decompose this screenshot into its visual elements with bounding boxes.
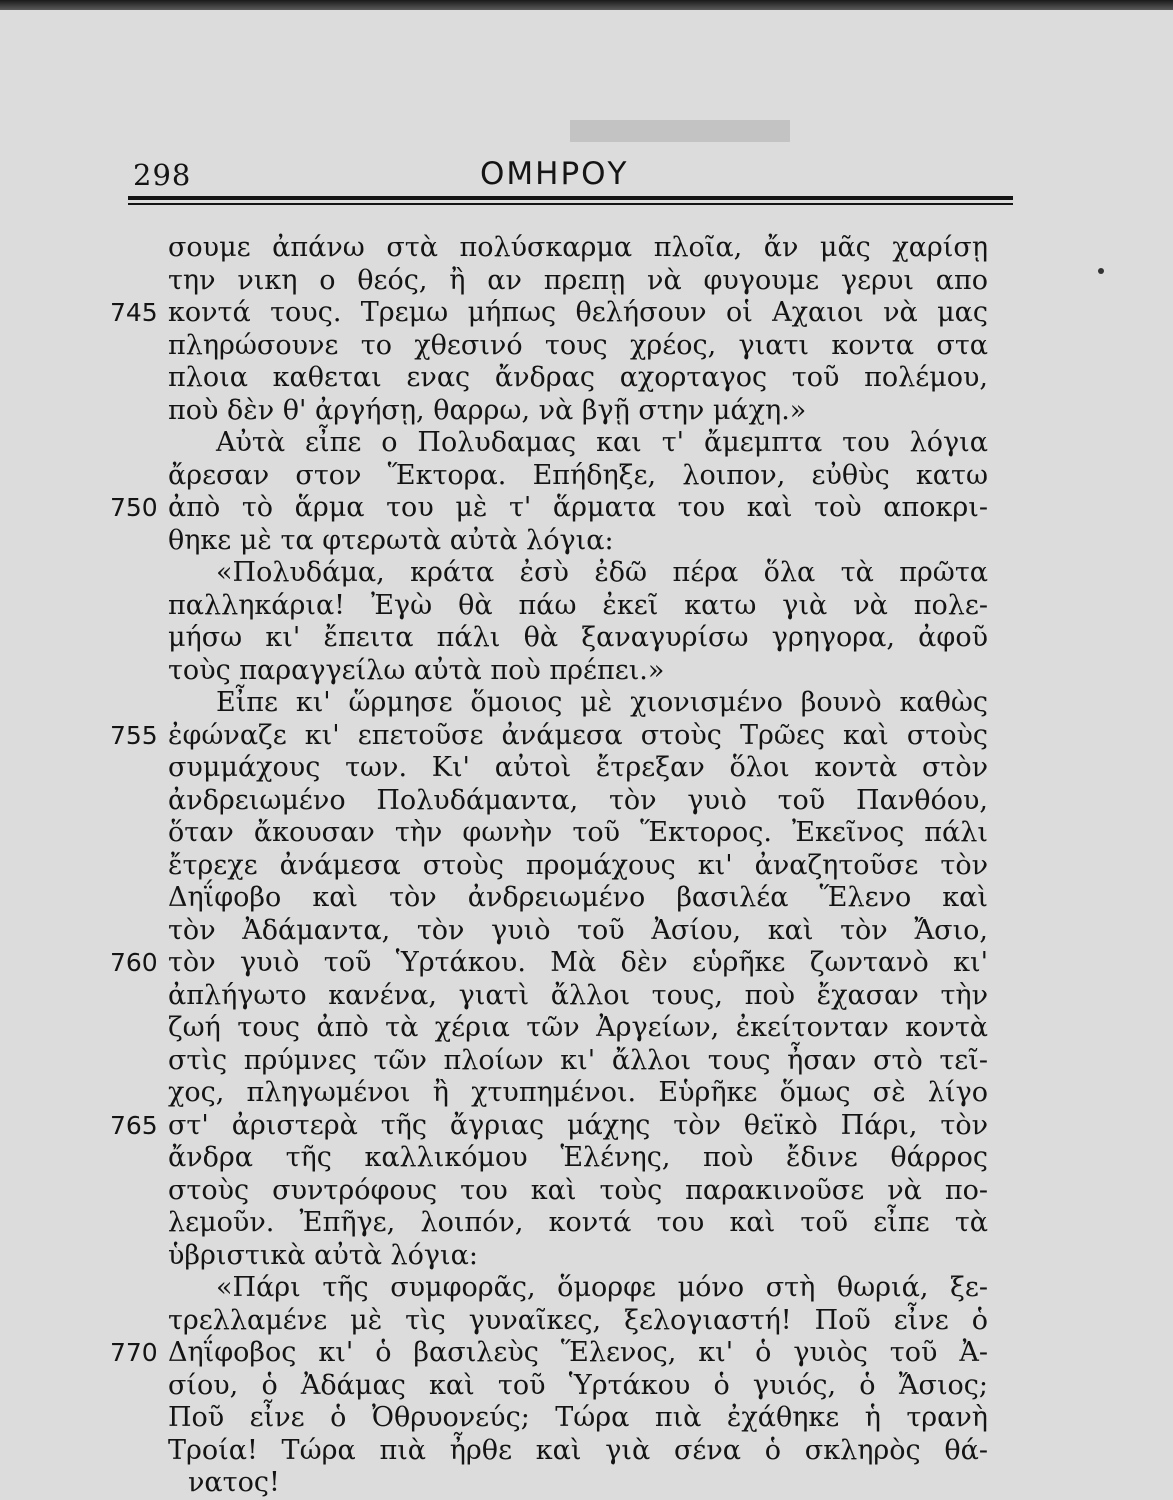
text-line (110, 492, 988, 525)
line-text: ποὺ δὲν θ' ἀργήσῃ, θαρρω, νὰ βγῇ στην μάχη.» (168, 394, 807, 426)
line-text: στὶς πρύμνες τῶν πλοίων κι' ἄλλοι τους ἦσαν στὸ τεῖ- (168, 1044, 988, 1076)
line-text: ζωή τους ἀπὸ τὰ χέρια τῶν Ἀργείων, ἐκείτονταν κοντὰ (168, 1012, 988, 1043)
text-line (168, 1175, 988, 1208)
line-text: ὑβριστικὰ αὐτὰ λόγια: (168, 1239, 478, 1271)
line-text: πληρώσουνε το χθεσινό τους χρέος, γιατι κοντα στα (168, 329, 988, 361)
text-line (168, 1012, 988, 1045)
verse-line-number: 745 (110, 298, 158, 327)
text-line (168, 557, 988, 590)
verse-line-number: 755 (110, 720, 158, 750)
line-text: ἀπλήγωτο κανένα, γιατὶ ἄλλοι τους, ποὺ ἔχασαν τὴν (168, 979, 988, 1011)
text-line (168, 817, 988, 850)
line-text: Δηΐφοβος κι' ὁ βασιλεὺς Ἕλενος, κι' ὁ γυιὸς τοῦ Ἀ- (168, 1337, 988, 1368)
line-text: μήσω κι' ἔπειτα πάλι θὰ ξαναγυρίσω γρηγορα, ἀφοῦ (168, 622, 988, 653)
text-line (110, 947, 988, 980)
line-text: ὅταν ἄκουσαν τὴν φωνὴν τοῦ Ἕκτορος. Ἐκεῖνος πάλι (168, 817, 988, 848)
text-line (168, 395, 988, 428)
text-line (168, 1467, 988, 1500)
line-text: ἄρεσαν στον Ἕκτορα. Επήδηξε, λοιπον, εὐθὺς κατω (168, 459, 988, 491)
line-text: στ' ἀριστερὰ τῆς ἄγριας μάχης τὸν θεϊκὸ Πάρι, τὸν (168, 1109, 988, 1141)
text-line (110, 297, 988, 330)
line-text: τοὺς παραγγείλω αὐτὰ ποὺ πρέπει.» (168, 654, 665, 686)
text-line (168, 1240, 988, 1273)
text-line (168, 427, 988, 460)
text-line (110, 719, 988, 753)
line-text: σουμε ἀπάνω στὰ πολύσκαρμα πλοῖα, ἄν μᾶς χαρίσῃ (168, 232, 988, 263)
line-text: πλοια καθεται ενας ἄνδρας αχορταγος τοῦ πολέμου, (168, 362, 988, 393)
header-rule-thin (128, 203, 1013, 205)
page-number: 298 (133, 158, 192, 192)
running-title: ΟΜΗΡΟΥ (480, 156, 629, 192)
verse-line-number: 770 (110, 1338, 158, 1367)
bleed-through-header (560, 100, 820, 160)
header-rule (128, 196, 1013, 200)
line-text: λεμοῦν. Ἐπῆγε, λοιπόν, κοντά του καὶ τοῦ εἶπε τὰ (168, 1207, 988, 1238)
line-text: σίου, ὁ Ἀδάμας καὶ τοῦ Ὑρτάκου ὁ γυιός, ὁ Ἄσιος; (168, 1369, 988, 1401)
line-text: Τροία! Τώρα πιὰ ἦρθε καὶ γιὰ σένα ὁ σκληρὸς θά- (168, 1434, 988, 1466)
line-text: συμμάχους των. Κι' αὐτοὶ ἔτρεξαν ὅλοι κοντὰ στὸν (168, 752, 988, 783)
text-line (168, 330, 988, 363)
line-text: χος, πληγωμένοι ἢ χτυπημένοι. Εὑρῆκε ὅμως σὲ λίγο (168, 1077, 988, 1108)
page-top-edge (0, 0, 1173, 10)
text-line (168, 687, 988, 720)
text-line (168, 525, 988, 558)
text-line (168, 590, 988, 623)
text-line (168, 460, 988, 493)
text-line (168, 915, 988, 948)
line-text: στοὺς συντρόφους του καὶ τοὺς παρακινοῦσε νὰ πο- (168, 1174, 988, 1206)
line-text: ἀνδρειωμένο Πολυδάμαντα, τὸν γυιὸ τοῦ Πανθόου, (168, 784, 988, 816)
text-line (168, 1305, 988, 1338)
text-line (168, 1272, 988, 1305)
verse-line-number: 750 (110, 493, 158, 522)
text-line (168, 1207, 988, 1240)
line-text: παλληκάρια! Ἐγὼ θὰ πάω ἐκεῖ κατω γιὰ νὰ πολε- (168, 589, 988, 621)
text-line (168, 1077, 988, 1110)
line-text: Ποῦ εἶνε ὁ Ὀθρυονεύς; Τώρα πιὰ ἐχάθηκε ἡ τρανὴ (168, 1402, 988, 1433)
line-text: τὸν Ἀδάμαντα, τὸν γυιὸ τοῦ Ἀσίου, καὶ τὸν Ἄσιο, (168, 914, 988, 946)
text-line (168, 785, 988, 818)
text-line (168, 1402, 988, 1435)
line-text: Εἶπε κι' ὥρμησε ὅμοιος μὲ χιονισμένο βουνὸ καθὼς (216, 687, 988, 718)
text-line (168, 980, 988, 1013)
text-line (168, 232, 988, 265)
line-text: ἐφώναζε κι' επετοῦσε ἀνάμεσα στοὺς Τρῶες καὶ στοὺς (168, 719, 988, 751)
line-text: ἀπὸ τὸ ἅρμα του μὲ τ' ἅρματα του καὶ τοὺ αποκρι- (168, 492, 988, 523)
text-line (168, 1142, 988, 1175)
text-line (168, 265, 988, 298)
verse-line-number: 765 (110, 1110, 158, 1140)
text-line (168, 362, 988, 395)
line-text: «Πάρι τῆς συμφορᾶς, ὅμορφε μόνο στὴ θωριά, ξε- (216, 1272, 988, 1303)
text-line (168, 1045, 988, 1078)
line-text: τρελλαμένε μὲ τὶς γυναῖκες, ξελογιαστή! Ποῦ εἶνε ὁ (168, 1304, 988, 1336)
body-text (110, 232, 988, 1500)
text-line (110, 1337, 988, 1370)
line-text: θηκε μὲ τα φτερωτὰ αὐτὰ λόγια: (168, 524, 614, 556)
line-text: «Πολυδάμα, κράτα ἐσὺ ἐδῶ πέρα ὅλα τὰ πρῶτα (216, 557, 988, 588)
line-text: νατος! (188, 1467, 280, 1498)
line-text: τὸν γυιὸ τοῦ Ὑρτάκου. Μὰ δὲν εὑρῆκε ζωντανὸ κι' (168, 947, 988, 978)
line-text: ἄνδρα τῆς καλλικόμου Ἑλένης, ποὺ ἔδινε θάρρος (168, 1142, 988, 1173)
verse-line-number: 760 (110, 948, 158, 977)
line-text: Αὐτὰ εἶπε ο Πολυδαμας και τ' ἄμεμπτα του λόγια (216, 427, 988, 458)
line-text: Δηΐφοβο καὶ τὸν ἀνδρειωμένο βασιλέα Ἕλενο καὶ (168, 882, 988, 913)
line-text: κοντά τους. Τρεμω μήπως θελήσουν οἱ Αχαιοι νὰ μας (168, 297, 988, 328)
text-line (110, 1109, 988, 1143)
text-line (168, 1435, 988, 1468)
text-line (168, 1370, 988, 1403)
line-text: ἔτρεχε ἀνάμεσα στοὺς προμάχους κι' ἀναζητοῦσε τὸν (168, 849, 988, 881)
ink-speck (1098, 268, 1104, 274)
text-line (168, 622, 988, 655)
line-text: την νικη ο θεός, ἢ αν πρεπῃ νὰ φυγουμε γερυι απο (168, 264, 988, 296)
text-line (168, 655, 988, 688)
text-line (168, 850, 988, 883)
text-line (168, 752, 988, 785)
text-line (168, 882, 988, 915)
